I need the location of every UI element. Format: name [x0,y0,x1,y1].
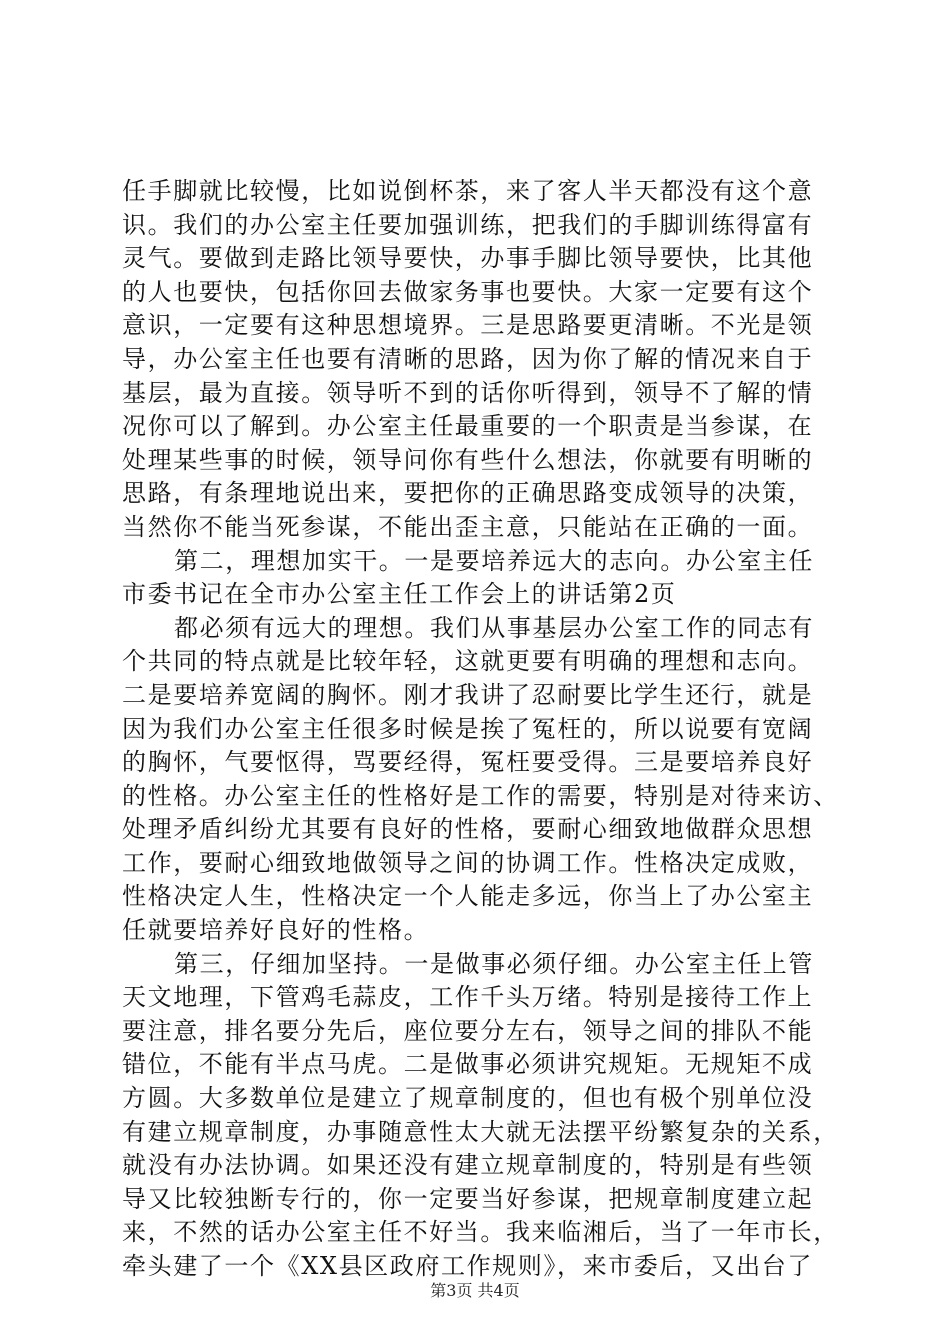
text-line: 工作，要耐心细致地做领导之间的协调工作。性格决定成败， [122,848,814,877]
text-line: 天文地理，下管鸡毛蒜皮，工作千头万绪。特别是接待工作上 [122,983,814,1012]
text-line: 况你可以了解到。办公室主任最重要的一个职责是当参谋，在 [122,412,814,441]
text-line: 的性格。办公室主任的性格好是工作的需要，特别是对待来访、 [122,781,839,810]
text-line: 处理矛盾纠纷尤其要有良好的性格，要耐心细致地做群众思想 [122,815,814,844]
text-line: 有建立规章制度，办事随意性太大就无法摆平纷繁复杂的关系， [122,1117,839,1146]
text-line: 性格决定人生，性格决定一个人能走多远，你当上了办公室主 [122,882,814,911]
text-line: 任手脚就比较慢，比如说倒杯茶，来了客人半天都没有这个意 [122,177,814,205]
text-line: 个共同的特点就是比较年轻，这就更要有明确的理想和志向。 [122,647,814,676]
text-line: 牵头建了一个《XX县区政府工作规则》，来市委后，又出台了 [122,1252,813,1280]
text-line: 基层，最为直接。领导听不到的话你听得到，领导不了解的情 [122,378,814,407]
text-line: 市委书记在全市办公室主任工作会上的讲话第2页 [122,580,677,609]
text-line: 二是要培养宽阔的胸怀。刚才我讲了忍耐要比学生还行，就是 [122,680,814,709]
text-line: 当然你不能当死参谋，不能出歪主意，只能站在正确的一面。 [122,512,814,541]
text-line: 的胸怀，气要怄得，骂要经得，冤枉要受得。三是要培养良好 [122,748,814,777]
body-text [122,175,842,1284]
text-line: 因为我们办公室主任很多时候是挨了冤枉的，所以说要有宽阔 [122,714,814,743]
text-line: 都必须有远大的理想。我们从事基层办公室工作的同志有 [174,613,814,642]
text-line: 要注意，排名要分先后，座位要分左右，领导之间的排队不能 [122,1016,814,1045]
text-line: 灵气。要做到走路比领导要快，办事手脚比领导要快，比其他 [122,244,814,273]
page-footer: 第3页 共4页 [430,1281,520,1300]
text-line: 识。我们的办公室主任要加强训练，把我们的手脚训练得富有 [122,210,814,239]
text-line: 第三，仔细加坚持。一是做事必须仔细。办公室主任上管 [174,949,814,978]
text-line: 第二，理想加实干。一是要培养远大的志向。办公室主任 [174,546,814,575]
text-line: 错位，不能有半点马虎。二是做事必须讲究规矩。无规矩不成 [122,1050,814,1079]
text-line: 意识，一定要有这种思想境界。三是思路要更清晰。不光是领 [122,311,814,340]
text-line: 就没有办法协调。如果还没有建立规章制度的，特别是有些领 [122,1151,814,1180]
text-line: 的人也要快，包括你回去做家务事也要快。大家一定要有这个 [122,277,814,306]
text-line: 来，不然的话办公室主任不好当。我来临湘后，当了一年市长， [122,1218,839,1247]
text-line: 导，办公室主任也要有清晰的思路，因为你了解的情况来自于 [122,344,814,373]
text-line: 任就要培养好良好的性格。 [122,916,430,945]
text-line: 方圆。大多数单位是建立了规章制度的，但也有极个别单位没 [122,1084,814,1113]
text-line: 思路，有条理地说出来，要把你的正确思路变成领导的决策， [122,479,814,508]
text-line: 处理某些事的时候，领导问你有些什么想法，你就要有明晰的 [122,445,814,474]
text-line: 导又比较独断专行的，你一定要当好参谋，把规章制度建立起 [122,1184,814,1213]
